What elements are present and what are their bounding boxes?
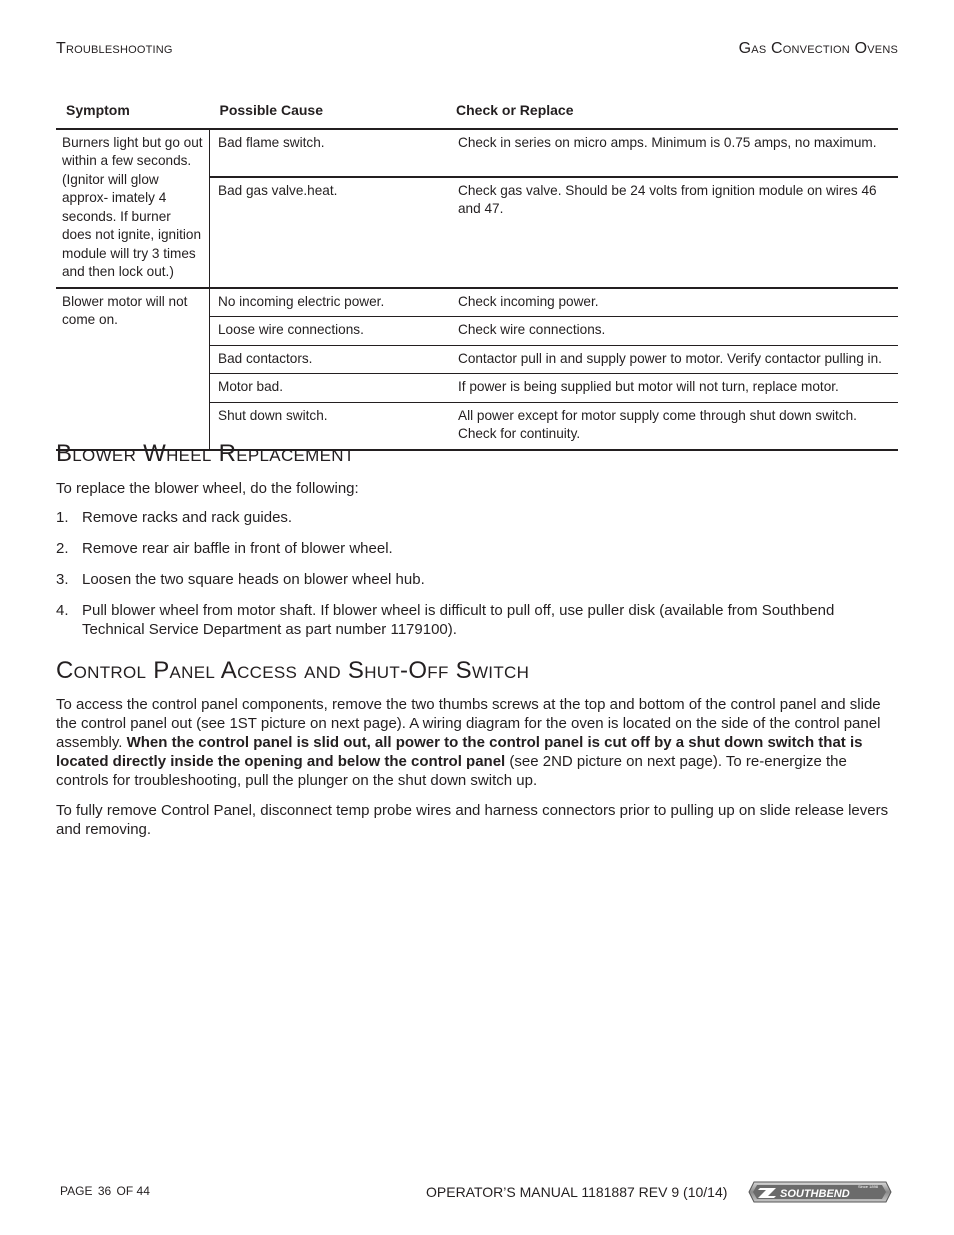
control-paragraph-1-text: To access the control panel components, remove the two thumbs screws at the top and bottom of the control panel and slide the control panel out (see 1ST picture on next page). A wiring diagram for the oven is located on the side of the control panel assembly. <box>56 696 881 751</box>
table-row <box>56 288 898 317</box>
cause-cell: No incoming electric power. <box>210 288 447 317</box>
step-number: 4. <box>56 602 69 619</box>
column-header-symptom: Symptom <box>56 96 210 129</box>
cause-cell: Motor bad. <box>210 374 447 403</box>
step-text: Remove racks and rack guides. <box>82 509 293 526</box>
list-item <box>56 570 898 589</box>
check-cell: All power except for motor supply come through shut down switch. Check for continuity. <box>446 402 898 450</box>
control-section-title: Control Panel Access and Shut-Off Switch <box>56 657 530 684</box>
control-paragraph-1 <box>56 695 898 790</box>
table-row <box>56 129 898 177</box>
step-number: 3. <box>56 571 69 588</box>
cause-cell: Loose wire connections. <box>210 317 447 346</box>
check-cell: Check incoming power. <box>446 288 898 317</box>
southbend-logo <box>746 1179 892 1205</box>
blower-section-title: Blower Wheel Replacement <box>56 440 355 467</box>
step-text: Loosen the two square heads on blower wheel hub. <box>82 571 425 588</box>
step-text: Remove rear air baffle in front of blower wheel. <box>82 540 393 557</box>
page-label: PAGE <box>60 1184 93 1198</box>
check-cell: Check wire connections. <box>446 317 898 346</box>
check-cell: Contactor pull in and supply power to motor. Verify contactor pulling in. <box>446 345 898 374</box>
check-cell: Check gas valve. Should be 24 volts from ignition module on wires 46 and 47. <box>446 177 898 288</box>
blower-steps-list <box>56 508 898 651</box>
cause-cell: Bad contactors. <box>210 345 447 374</box>
control-paragraph-1-warning: When the control panel is slid out, all power to the control panel is cut off by a shut down switch that is located directly inside the opening and below the control panel <box>56 734 863 770</box>
cause-cell: Shut down switch. <box>210 402 447 450</box>
troubleshooting-table <box>56 96 898 451</box>
list-item <box>56 539 898 558</box>
step-text: Pull blower wheel from motor shaft. If blower wheel is difficult to pull off, use puller disk (available from Southbend Technical Service Department as part number 1179100). <box>82 602 835 638</box>
step-number: 2. <box>56 540 69 557</box>
check-cell: If power is being supplied but motor will not turn, replace motor. <box>446 374 898 403</box>
running-header-title: Gas Convection Ovens <box>738 40 898 57</box>
running-header-section: Troubleshooting <box>56 40 173 57</box>
symptom-cell: Burners light but go out within a few seconds. (Ignitor will glow approx- imately 4 seconds. If burner does not ignite, ignition module will try 3 times and then lock out.) <box>56 129 210 288</box>
blower-intro: To replace the blower wheel, do the following: <box>56 480 359 497</box>
page-total: OF 44 <box>116 1184 150 1198</box>
list-item <box>56 601 898 639</box>
logo-since: Since 1898 <box>858 1184 879 1189</box>
symptom-cell: Blower motor will not come on. <box>56 288 210 450</box>
column-header-cause: Possible Cause <box>210 96 447 129</box>
page-number <box>60 1184 150 1198</box>
control-paragraph-1-tail: (see 2ND picture on next page). To re-energize the controls for troubleshooting, pull the plunger on the shut down switch up. <box>56 753 847 789</box>
cause-cell: Bad flame switch. <box>210 129 447 177</box>
cause-cell: Bad gas valve.heat. <box>210 177 447 288</box>
manual-reference: OPERATOR’S MANUAL 1181887 REV 9 (10/14) <box>426 1184 728 1200</box>
control-paragraph-2: To fully remove Control Panel, disconnect temp probe wires and harness connectors prior to pulling up on slide release levers and removing. <box>56 802 889 838</box>
table-header-row <box>56 96 898 129</box>
step-number: 1. <box>56 509 69 526</box>
page-number-value: 36 <box>97 1184 112 1198</box>
column-header-check: Check or Replace <box>446 96 898 129</box>
check-cell: Check in series on micro amps. Minimum is 0.75 amps, no maximum. <box>446 129 898 177</box>
list-item <box>56 508 898 527</box>
logo-text: SOUTHBEND <box>780 1188 850 1200</box>
